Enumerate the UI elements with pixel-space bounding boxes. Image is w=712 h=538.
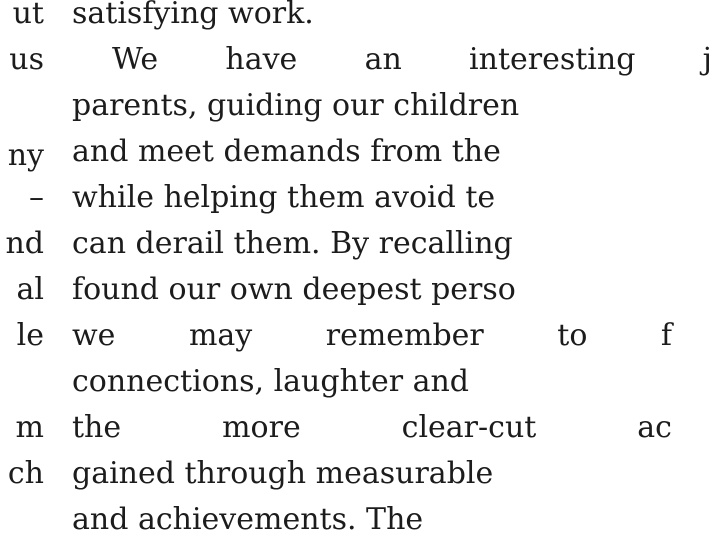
body-line: connections, laughter and	[72, 364, 469, 399]
body-line: parents, guiding our children	[72, 88, 520, 123]
left-fragment: ut	[12, 0, 44, 31]
body-line: can derail them. By recalling	[72, 226, 513, 261]
body-line: we may remember to f	[72, 318, 672, 353]
left-fragment: le	[16, 318, 44, 353]
body-line: We have an interesting j	[112, 42, 712, 77]
body-line: and achievements. The	[72, 502, 424, 537]
left-fragment: –	[29, 180, 44, 215]
left-fragment: us	[9, 42, 44, 77]
left-fragment: al	[16, 272, 44, 307]
left-fragment: ch	[7, 456, 44, 491]
body-line: satisfying work.	[72, 0, 314, 31]
left-fragment: m	[15, 410, 44, 445]
body-line: the more clear-cut ac	[72, 410, 672, 445]
body-line: while helping them avoid te	[72, 180, 496, 215]
left-fragment: ny	[7, 138, 44, 173]
body-line: and meet demands from the	[72, 134, 501, 169]
body-line: gained through measurable	[72, 456, 494, 491]
left-fragment: nd	[5, 226, 44, 261]
body-line: found our own deepest perso	[72, 272, 516, 307]
